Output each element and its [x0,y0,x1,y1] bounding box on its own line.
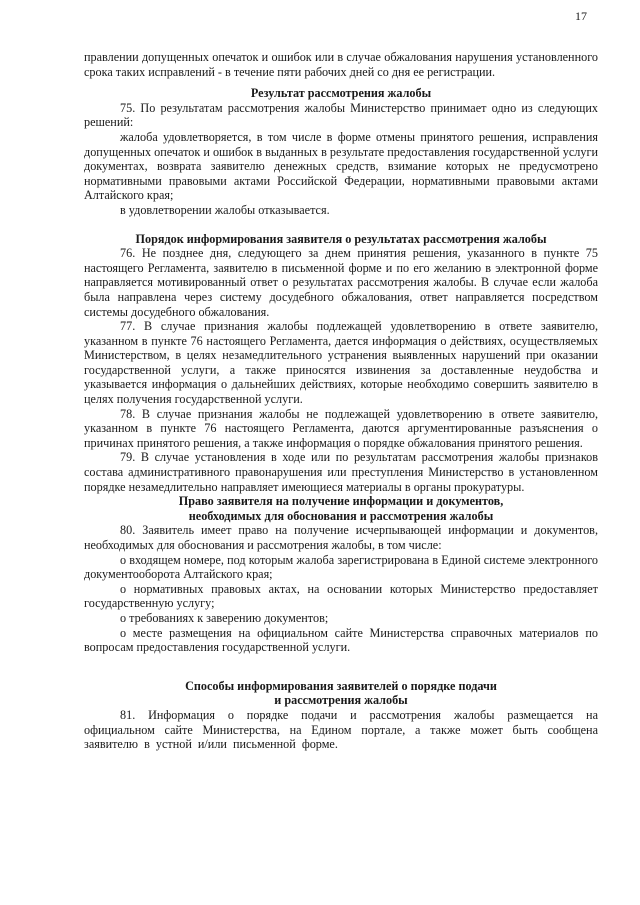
section-title-line-2: и рассмотрения жалобы [274,693,408,708]
section-title-line-1: Право заявителя на получение информации и документов, [178,494,504,509]
paragraph-79: 79. В случае установления в ходе или по результатам рассмотрения жалобы признаков состава административного правонарушения или преступления Министерство в установленном порядке незамедлительно направляет имеющиеся материалы в органы прокуратуры. [84,450,598,494]
paragraph-80: 80. Заявитель имеет право на получение исчерпывающей информации и документов, необходимых для обоснования и рассмотрения жалобы, в том числе: [84,523,598,552]
right-item-reference-materials: о месте размещения на официальном сайте Министерства справочных материалов по вопросам предоставления государственной услуги. [84,625,598,655]
page-number: 17 [575,9,587,23]
paragraph-76: 76. Не позднее дня, следующего за днем принятия решения, указанного в пункте 75 настоящего Регламента, заявителю в письменной форме и по его желанию в электронной форме направляется мотивированный ответ о результатах рассмотрения жалобы. В случае если жалоба была направлена через систему досудебного обжалования, ответ направляется посредством системы досудебного обжалования. [84,246,598,319]
section-title-informing-methods [84,679,598,708]
page-body [84,50,598,752]
decision-option-refused: в удовлетворении жалобы отказывается. [120,202,330,217]
right-item-incoming-number: о входящем номере, под которым жалоба зарегистрирована в Единой системе электронного документооборота Алтайского края; [84,552,598,582]
paragraph-77: 77. В случае признания жалобы подлежащей удовлетворению в ответе заявителю, указанном в пункте 76 настоящего Регламента, дается информация о действиях, осуществляемых Министерством, в целях незамедлительного устранения выявленных нарушений при оказании государственной услуги, а также приносятся извинения за доставленные неудобства и указывается информация о дальнейших действиях, которые необходимо совершить заявителю в целях получения государственной услуги. [84,319,598,407]
section-title-complaint-result: Результат рассмотрения жалобы [250,86,432,101]
paragraph-75: 75. По результатам рассмотрения жалобы Министерство принимает одно из следующих решений: [84,100,598,130]
section-title-line-1: Способы информирования заявителей о порядке подачи [185,678,497,693]
section-title-right-to-information [84,494,598,523]
paragraph-81: 81. Информация о порядке подачи и рассмотрения жалобы размещается на официальном сайте Министерства, на Едином портале, а также может быть сообщена заявителю в устной и/или письменной форме. [84,707,598,752]
right-item-certification: о требованиях к заверению документов; [120,610,329,625]
decision-option-satisfied: жалоба удовлетворяется, в том числе в форме отмены принятого решения, исправления допущенных опечаток и ошибок в выданных в результате предоставления государственной услуги документах, возврата заявителю денежных средств, взимание которых не предусмотрено нормативными правовыми актами Российской Федерации, нормативными правовыми актами Алтайского края; [84,129,598,203]
intro-paragraph: правлении допущенных опечаток и ошибок или в случае обжалования нарушения установленного срока таких исправлений - в течение пяти рабочих дней со дня ее регистрации. [84,50,598,79]
paragraph-78: 78. В случае признания жалобы не подлежащей удовлетворению в ответе заявителю, указанном в пункте 76 настоящего Регламента, даются аргументированные разъяснения о причинах принятого решения, а также информация о порядке обжалования принятого решения. [84,406,598,450]
section-title-informing-results: Порядок информирования заявителя о результатах рассмотрения жалобы [135,231,547,246]
right-item-legal-acts: о нормативных правовых актах, на основании которых Министерство предоставляет государственную услугу; [84,581,598,611]
section-title-line-2: необходимых для обоснования и рассмотрения жалобы [188,508,494,523]
